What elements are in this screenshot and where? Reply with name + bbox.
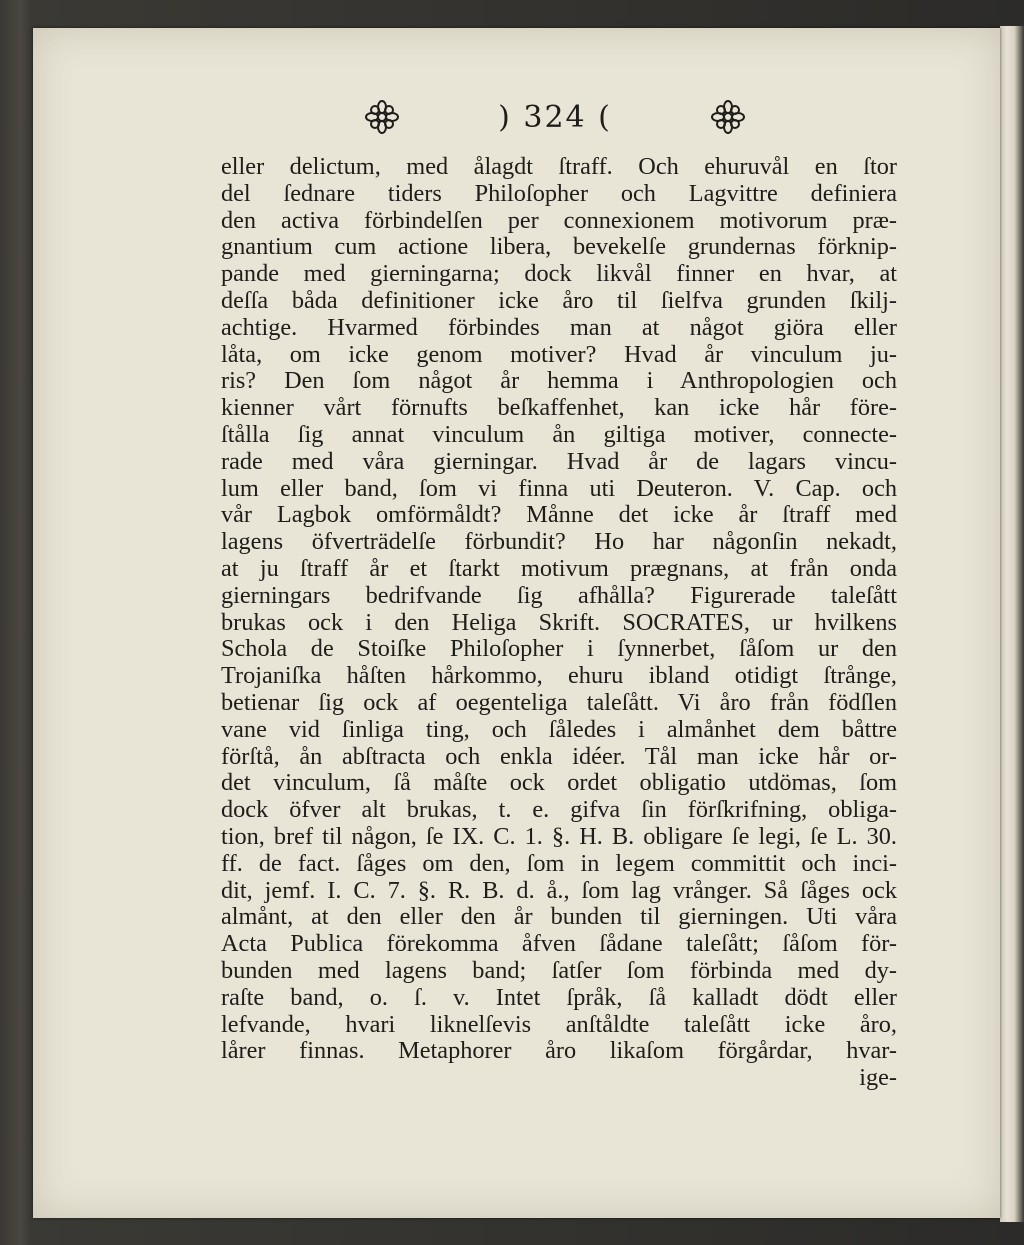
page-header bbox=[365, 92, 745, 142]
text-line: betienar ſig ock af oegenteliga taleſått. Vi åro från födſlen bbox=[221, 688, 897, 716]
text-line: brukas ock i den Heliga Skrift. SOCRATES, ur hvilkens bbox=[221, 608, 897, 636]
text-line: förſtå, ån abſtracta och enkla idéer. Tål man icke hår or- bbox=[221, 742, 897, 770]
text-line: ff. de fact. ſåges om den, ſom in legem committit och inci- bbox=[221, 849, 897, 877]
text-line: pande med gierningarna; dock likvål finner en hvar, at bbox=[221, 260, 897, 288]
text-line: Schola de Stoiſke Philoſopher i ſynnerbet, ſåſom ur den bbox=[221, 635, 897, 663]
text-line: eller delictum, med ålagdt ſtraff. Och ehuruvål en ſtor bbox=[221, 153, 897, 180]
text-line: ſtålla ſig annat vinculum ån giltiga motiver, connecte- bbox=[221, 420, 897, 448]
text-line: lårer finnas. Metaphorer åro likaſom förgårdar, hvar- bbox=[221, 1037, 897, 1065]
flower-ornament-icon bbox=[711, 100, 745, 134]
text-line: dock öfver alt brukas, t. e. gifva ſin förſkrifning, obliga- bbox=[221, 796, 897, 824]
text-line: kienner vårt förnufts beſkaffenhet, kan icke hår före- bbox=[221, 394, 897, 422]
text-line: dit, jemf. I. C. 7. §. R. B. d. å., ſom lag vrånger. Så ſåges ock bbox=[221, 876, 897, 904]
text-line: bunden med lagens band; ſatſer ſom förbinda med dy- bbox=[221, 956, 897, 984]
text-line: vår Lagbok omförmåldt? Månne det icke år ſtraff med bbox=[221, 501, 897, 529]
text-line: at ju ſtraff år et ſtarkt motivum prægnans, at från onda bbox=[221, 554, 897, 582]
text-line: achtige. Hvarmed förbindes man at något giöra eller bbox=[221, 313, 897, 341]
flower-ornament-icon bbox=[365, 100, 399, 134]
text-line: lefvande, hvari liknelſevis anſtåldte taleſått icke åro, bbox=[221, 1010, 897, 1038]
text-line: rade med våra gierningar. Hvad år de lagars vincu- bbox=[221, 447, 897, 475]
text-line: del ſednare tiders Philoſopher och Lagvittre definiera bbox=[221, 179, 897, 207]
text-line: lagens öfverträdelſe förbundit? Ho har någonſin nekadt, bbox=[221, 528, 897, 556]
text-line: almånt, at den eller den år bunden til gierningen. Uti våra bbox=[221, 903, 897, 931]
body-text bbox=[221, 154, 897, 1092]
catchword: ige- bbox=[859, 1064, 897, 1092]
text-line: Acta Publica förekomma åfven ſådane taleſått; ſåſom för- bbox=[221, 930, 897, 958]
text-line: raſte band, o. ſ. v. Intet ſpråk, ſå kalladt dödt eller bbox=[221, 983, 897, 1011]
text-line: tion, bref til någon, ſe IX. C. 1. §. H. B. obligare ſe legi, ſe L. 30. bbox=[221, 822, 897, 850]
next-page-edge bbox=[1000, 26, 1024, 1222]
text-line: gierningars bedrifvande ſig afhålla? Figurerade taleſått bbox=[221, 581, 897, 609]
text-line: deſſa båda definitioner icke åro til ſielfva grunden ſkilj- bbox=[221, 286, 897, 314]
text-line: den activa förbindelſen per connexionem motivorum præ- bbox=[221, 206, 897, 234]
text-line: lum eller band, ſom vi finna uti Deuteron. V. Cap. och bbox=[221, 474, 897, 502]
text-line: det vinculum, ſå måſte ock ordet obligatio utdömas, ſom bbox=[221, 769, 897, 797]
page-number: ) 324 ( bbox=[498, 99, 612, 135]
text-line: gnantium cum actione libera, bevekelſe grundernas förknip- bbox=[221, 233, 897, 261]
text-line: låta, om icke genom motiver? Hvad år vinculum ju- bbox=[221, 340, 897, 368]
text-line: ris? Den ſom något år hemma i Anthropologien och bbox=[221, 367, 897, 395]
text-line: vane vid ſinliga ting, och ſåledes i almånhet dem båttre bbox=[221, 715, 897, 743]
text-line: Trojaniſka håſten hårkommo, ehuru ibland otidigt ſtrånge, bbox=[221, 662, 897, 690]
